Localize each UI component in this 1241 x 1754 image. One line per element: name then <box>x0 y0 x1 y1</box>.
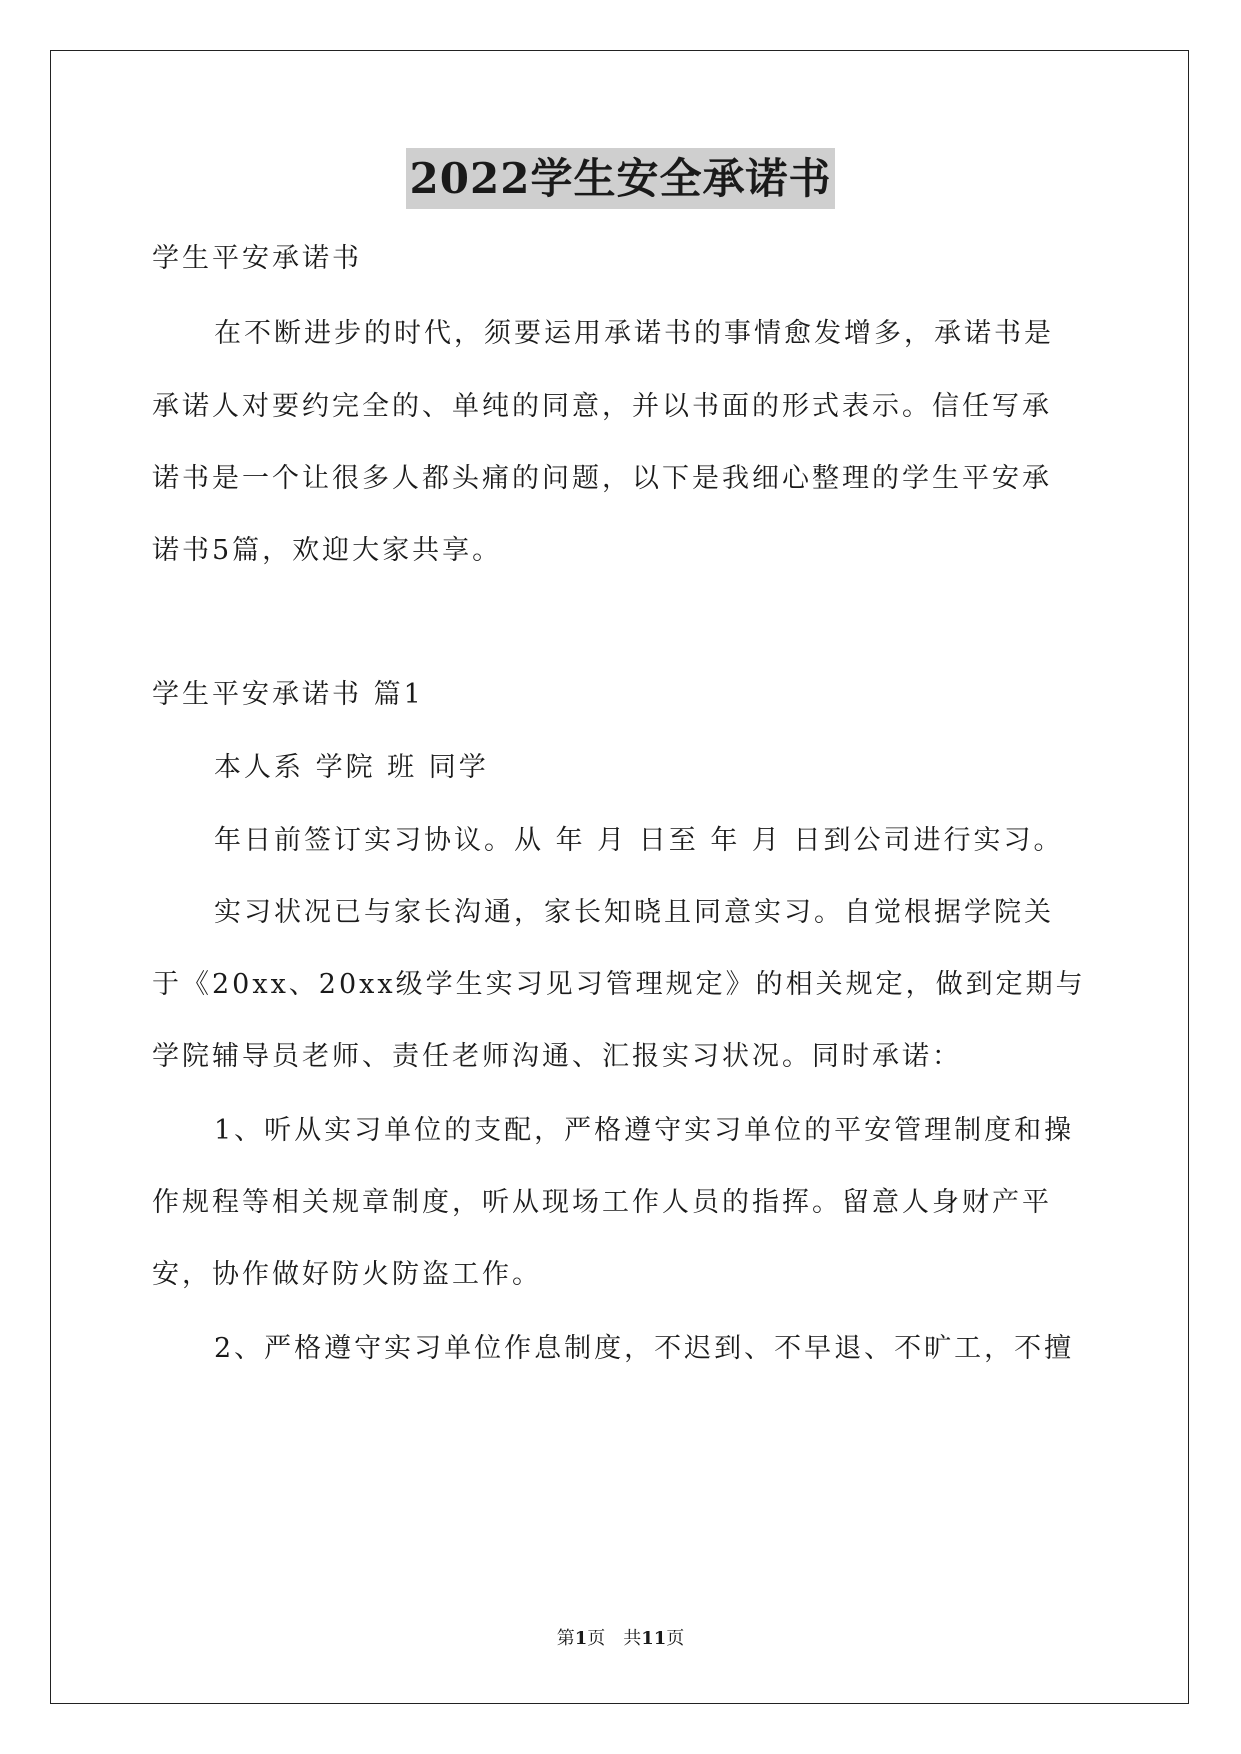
paragraph-line: 在不断进步的时代，须要运用承诺书的事情愈发增多，承诺书是 <box>214 318 1054 349</box>
paragraph-line: 2、严格遵守实习单位作息制度，不迟到、不早退、不旷工，不擅 <box>214 1333 1075 1364</box>
paragraph-line: 安，协作做好防火防盗工作。 <box>152 1259 542 1290</box>
page-prefix: 第 <box>556 1628 575 1649</box>
section-heading: 学生平安承诺书 <box>152 243 362 274</box>
page-mid: 页 共 <box>587 1628 642 1649</box>
page-footer <box>0 1624 1241 1650</box>
paragraph-line: 本人系 学院 班 同学 <box>214 752 489 783</box>
page-number-total: 11 <box>641 1628 667 1649</box>
paragraph-line: 实习状况已与家长沟通，家长知晓且同意实习。自觉根据学院关 <box>214 897 1054 928</box>
paragraph-line: 承诺人对要约完全的、单纯的同意，并以书面的形式表示。信任写承 <box>152 391 1052 422</box>
page-border <box>50 50 1189 1704</box>
paragraph-line: 于《20xx、20xx级学生实习见习管理规定》的相关规定，做到定期与 <box>152 969 1086 1000</box>
document-title <box>0 154 1241 203</box>
paragraph-line: 诺书5篇，欢迎大家共享。 <box>152 535 503 566</box>
paragraph-line: 年日前签订实习协议。从 年 月 日至 年 月 日到公司进行实习。 <box>214 825 1064 856</box>
page-number-current: 1 <box>574 1628 588 1649</box>
paragraph-line: 1、听从实习单位的支配，严格遵守实习单位的平安管理制度和操 <box>214 1115 1075 1146</box>
paragraph-line: 作规程等相关规章制度，听从现场工作人员的指挥。留意人身财产平 <box>152 1187 1052 1218</box>
paragraph-line: 学院辅导员老师、责任老师沟通、汇报实习状况。同时承诺： <box>152 1041 962 1072</box>
paragraph-line: 诺书是一个让很多人都头痛的问题，以下是我细心整理的学生平安承 <box>152 463 1052 494</box>
page-suffix: 页 <box>666 1628 685 1649</box>
title-text: 2022学生安全承诺书 <box>406 148 836 209</box>
section-heading: 学生平安承诺书 篇1 <box>152 679 424 710</box>
